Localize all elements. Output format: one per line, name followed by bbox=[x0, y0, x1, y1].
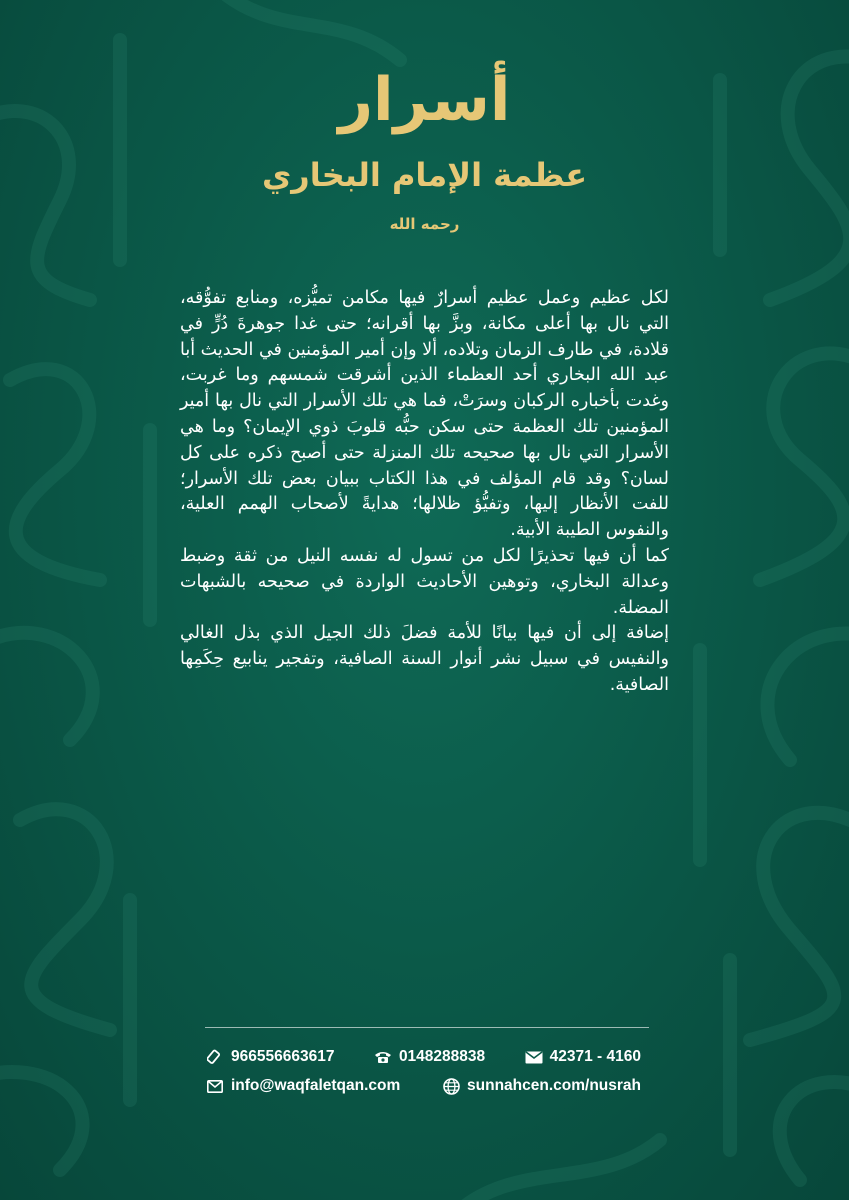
footer-divider bbox=[205, 1027, 649, 1028]
mobile-phone-icon bbox=[205, 1048, 225, 1066]
description-paragraph-3: إضافة إلى أن فيها بيانًا للأمة فضلَ ذلك الجيل الذي بذل الغالي والنفيس في سبيل نشر أنوار السنة الصافية، وتفجير ينابيع حِكَمِها الصافية. bbox=[180, 623, 669, 695]
contact-phone[interactable] bbox=[373, 1048, 485, 1066]
book-subtitle: عظمة الإمام البخاري bbox=[261, 156, 588, 194]
contact-row-online bbox=[205, 1073, 641, 1099]
contact-row-phones bbox=[205, 1044, 641, 1070]
globe-icon bbox=[441, 1077, 461, 1095]
book-title: أسرار bbox=[338, 65, 511, 135]
contact-po-box[interactable] bbox=[524, 1048, 641, 1066]
contact-mobile[interactable] bbox=[205, 1048, 334, 1066]
po-box-number: 42371 - 4160 bbox=[549, 1048, 641, 1065]
book-description bbox=[180, 286, 669, 699]
contact-email[interactable] bbox=[205, 1077, 400, 1095]
envelope-icon bbox=[524, 1048, 544, 1066]
mail-icon bbox=[205, 1077, 225, 1095]
description-paragraph-2: كما أن فيها تحذيرًا لكل من تسول له نفسه النيل من ثقة وضبط وعدالة البخاري، وتوهين الأحاديث الواردة في صحيحه بالشبهات المضلة. bbox=[180, 545, 669, 618]
phone-number: 0148288838 bbox=[398, 1048, 486, 1065]
description-paragraph-1: لكل عظيم وعمل عظيم أسرارٌ فيها مكامن تميُّزه، ومنابع تفوُّقه، التي نال بها أعلى مكانة، وبزَّ بها أقرانه؛ حتى غدا جوهرةَ دُرٍّ في قلادة، في طارف الزمان وتلاده، ألا وإن أمير المؤمنين في الحديث أبا عبد الله البخاري أحد العظماء الذين أشرقت شمسهم وما غربت، وغدت بأخباره الركبان وسرَتْ، فما هي تلك الأسرار التي نال بها أمير المؤمنين تلك العظمة حتى سكن حبُّه قلوبَ ذوي الإيمان؟ وما هي الأسرار التي نال بها صحيحه تلك المنزلة حتى أصبح ذكره على كل لسان؟ وقد قام المؤلف في هذا الكتاب ببيان بعض تلك الأسرار؛ للفت الأنظار إليها، وتفيُّؤ ظلالها؛ هدايةً لأصحاب الهمم العلية، والنفوس الطيبة الأبية. bbox=[180, 288, 669, 541]
email-address: info@waqfaletqan.com bbox=[231, 1077, 401, 1094]
telephone-icon bbox=[373, 1048, 393, 1066]
contact-website[interactable] bbox=[441, 1077, 641, 1095]
website-url: sunnahcen.com/nusrah bbox=[467, 1077, 641, 1094]
honorific-text: رحمه الله bbox=[389, 215, 460, 233]
mobile-number: 966556663617 bbox=[231, 1048, 335, 1065]
